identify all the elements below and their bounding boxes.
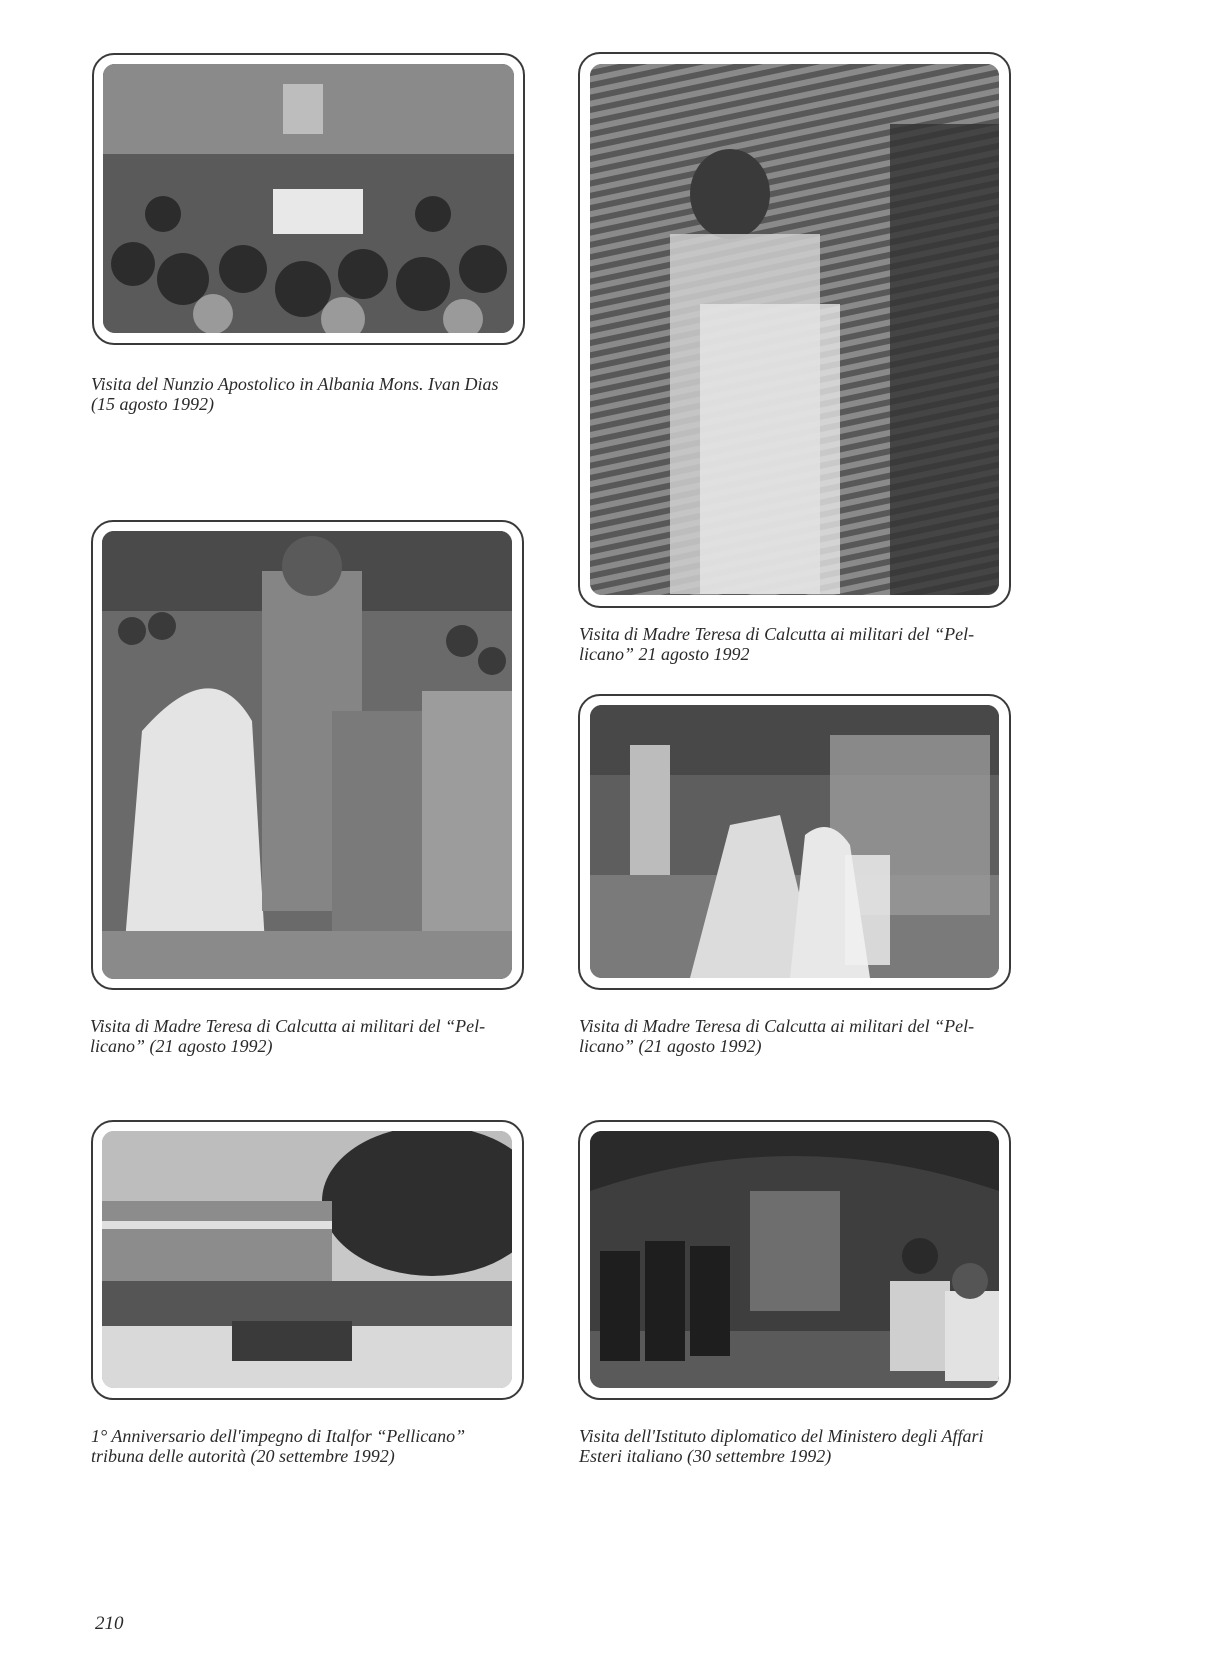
photo-teresa-seated xyxy=(590,705,999,978)
caption-line: tribuna delle autorità (20 settembre 1992) xyxy=(91,1446,395,1466)
caption-istituto xyxy=(579,1426,984,1466)
caption-teresa-large xyxy=(579,624,974,664)
caption-line: licano” 21 agosto 1992 xyxy=(579,644,750,664)
caption-teresa-soldiers xyxy=(90,1016,485,1056)
caption-line: 1° Anniversario dell'impegno di Italfor “Pellicano” xyxy=(91,1426,466,1446)
photo-istituto xyxy=(590,1131,999,1388)
caption-anniversario xyxy=(91,1426,465,1466)
caption-line: Visita di Madre Teresa di Calcutta ai militari del “Pel- xyxy=(90,1016,486,1036)
caption-line: licano” (21 agosto 1992) xyxy=(579,1036,762,1056)
page-number: 210 xyxy=(95,1613,124,1634)
caption-line: Visita di Madre Teresa di Calcutta ai militari del “Pel- xyxy=(579,624,975,644)
photo-anniversario xyxy=(102,1131,512,1388)
photo-teresa-large xyxy=(590,64,999,595)
caption-nunzio xyxy=(91,374,499,414)
caption-line: (15 agosto 1992) xyxy=(91,394,214,414)
caption-line: Visita dell'Istituto diplomatico del Ministero degli Affari xyxy=(579,1426,984,1446)
photo-nunzio xyxy=(103,64,514,333)
photo-teresa-soldiers xyxy=(102,531,512,979)
caption-line: Visita del Nunzio Apostolico in Albania Mons. Ivan Dias xyxy=(91,374,499,394)
caption-line: Esteri italiano (30 settembre 1992) xyxy=(579,1446,832,1466)
caption-line: licano” (21 agosto 1992) xyxy=(90,1036,273,1056)
caption-line: Visita di Madre Teresa di Calcutta ai militari del “Pel- xyxy=(579,1016,975,1036)
caption-teresa-seated xyxy=(579,1016,974,1056)
